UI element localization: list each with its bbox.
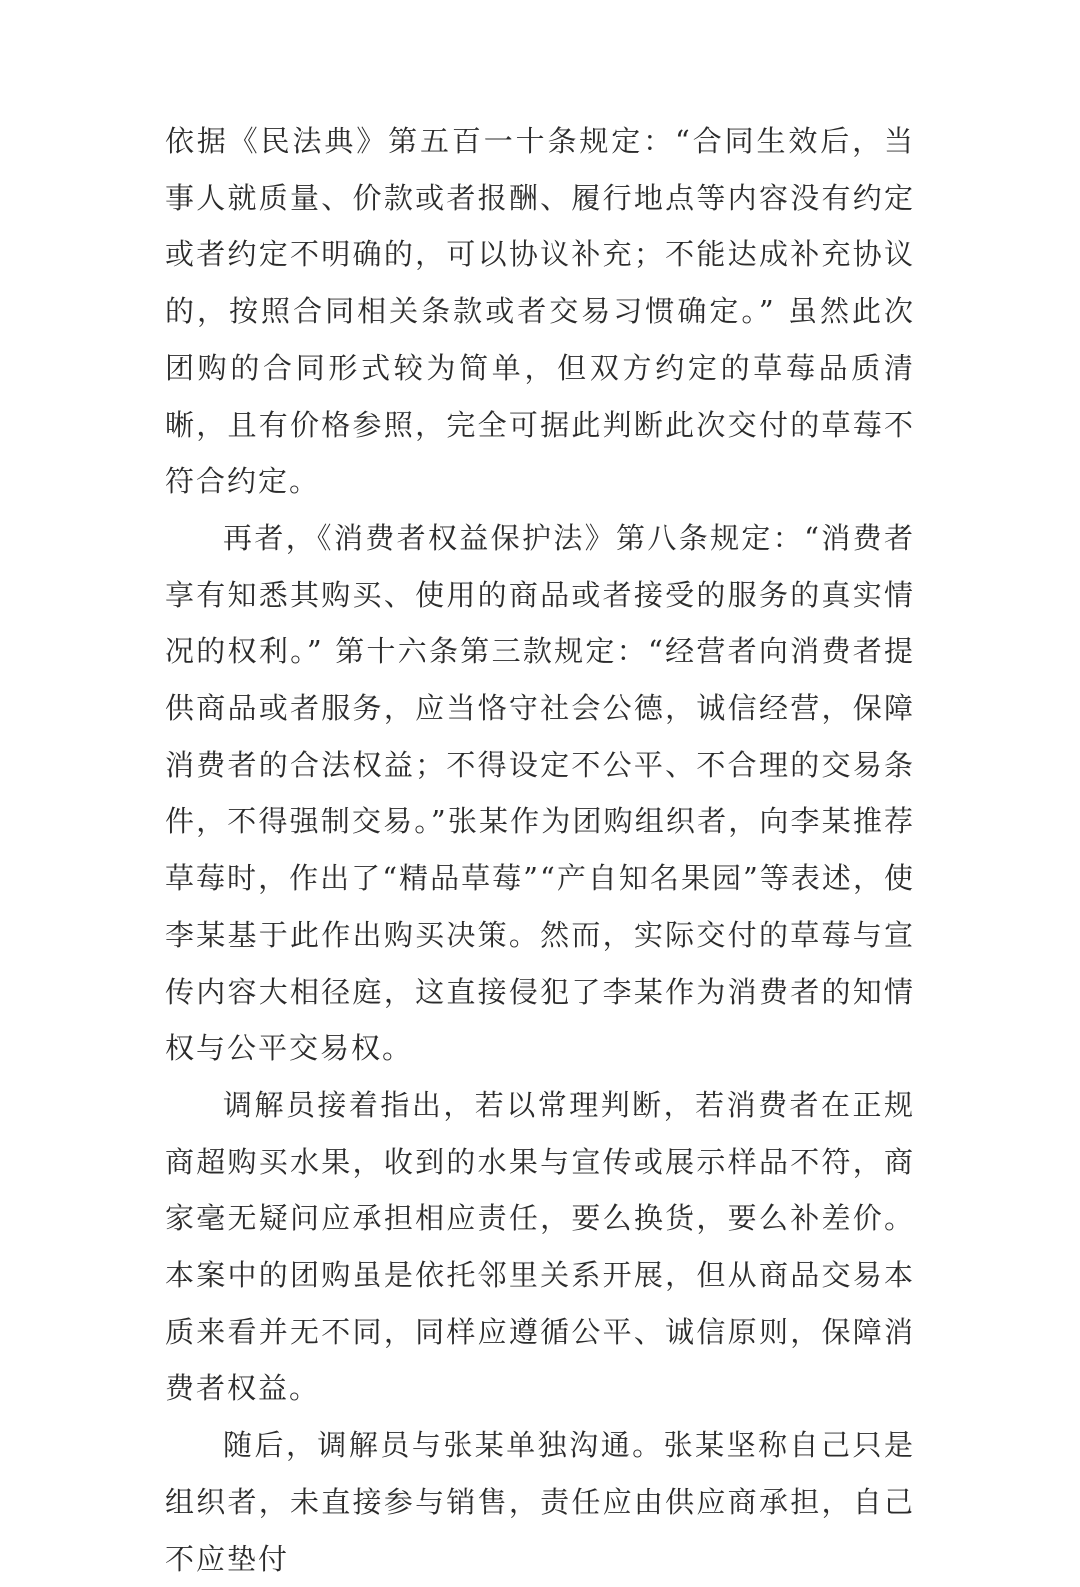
paragraph-consumer-law: 再者，《消费者权益保护法》第八条规定：“消费者享有知悉其购买、使用的商品或者接受的服务的真实情况的权利。” 第十六条第三款规定：“经营者向消费者提供商品或者服务，应当恪守社会公德，诚信经营，保障消费者的合法权益；不得设定不公平、不合理的交易条件，不得强制交易。”张某作为团购组织者，向李某推荐草莓时，作出了“精品草莓”“产自知名果园”等表述，使李某基于此作出购买决策。然而，实际交付的草莓与宣传内容大相径庭，这直接侵犯了李某作为消费者的知情权与公平交易权。 [165, 520, 915, 1066]
paragraph-civil-code: 依据《民法典》第五百一十条规定：“合同生效后，当事人就质量、价款或者报酬、履行地点等内容没有约定或者约定不明确的，可以协议补充；不能达成补充协议的，按照合同相关条款或者交易习惯确定。” 虽然此次团购的合同形式较为简单，但双方约定的草莓品质清晰，且有价格参照，完全可据此判断此次交付的草莓不符合约定。 [165, 124, 915, 499]
paragraph-mediator-reasoning: 调解员接着指出，若以常理判断，若消费者在正规商超购买水果，收到的水果与宣传或展示样品不符，商家毫无疑问应承担相应责任，要么换货，要么补差价。本案中的团购虽是依托邻里关系开展，但从商品交易本质来看并无不同，同样应遵循公平、诚信原则，保障消费者权益。 [165, 1087, 915, 1406]
paragraph-separate-communication: 随后，调解员与张某单独沟通。张某坚称自己只是组织者，未直接参与销售，责任应由供应商承担，自己不应垫付 [165, 1428, 915, 1576]
document-body [165, 113, 915, 1587]
